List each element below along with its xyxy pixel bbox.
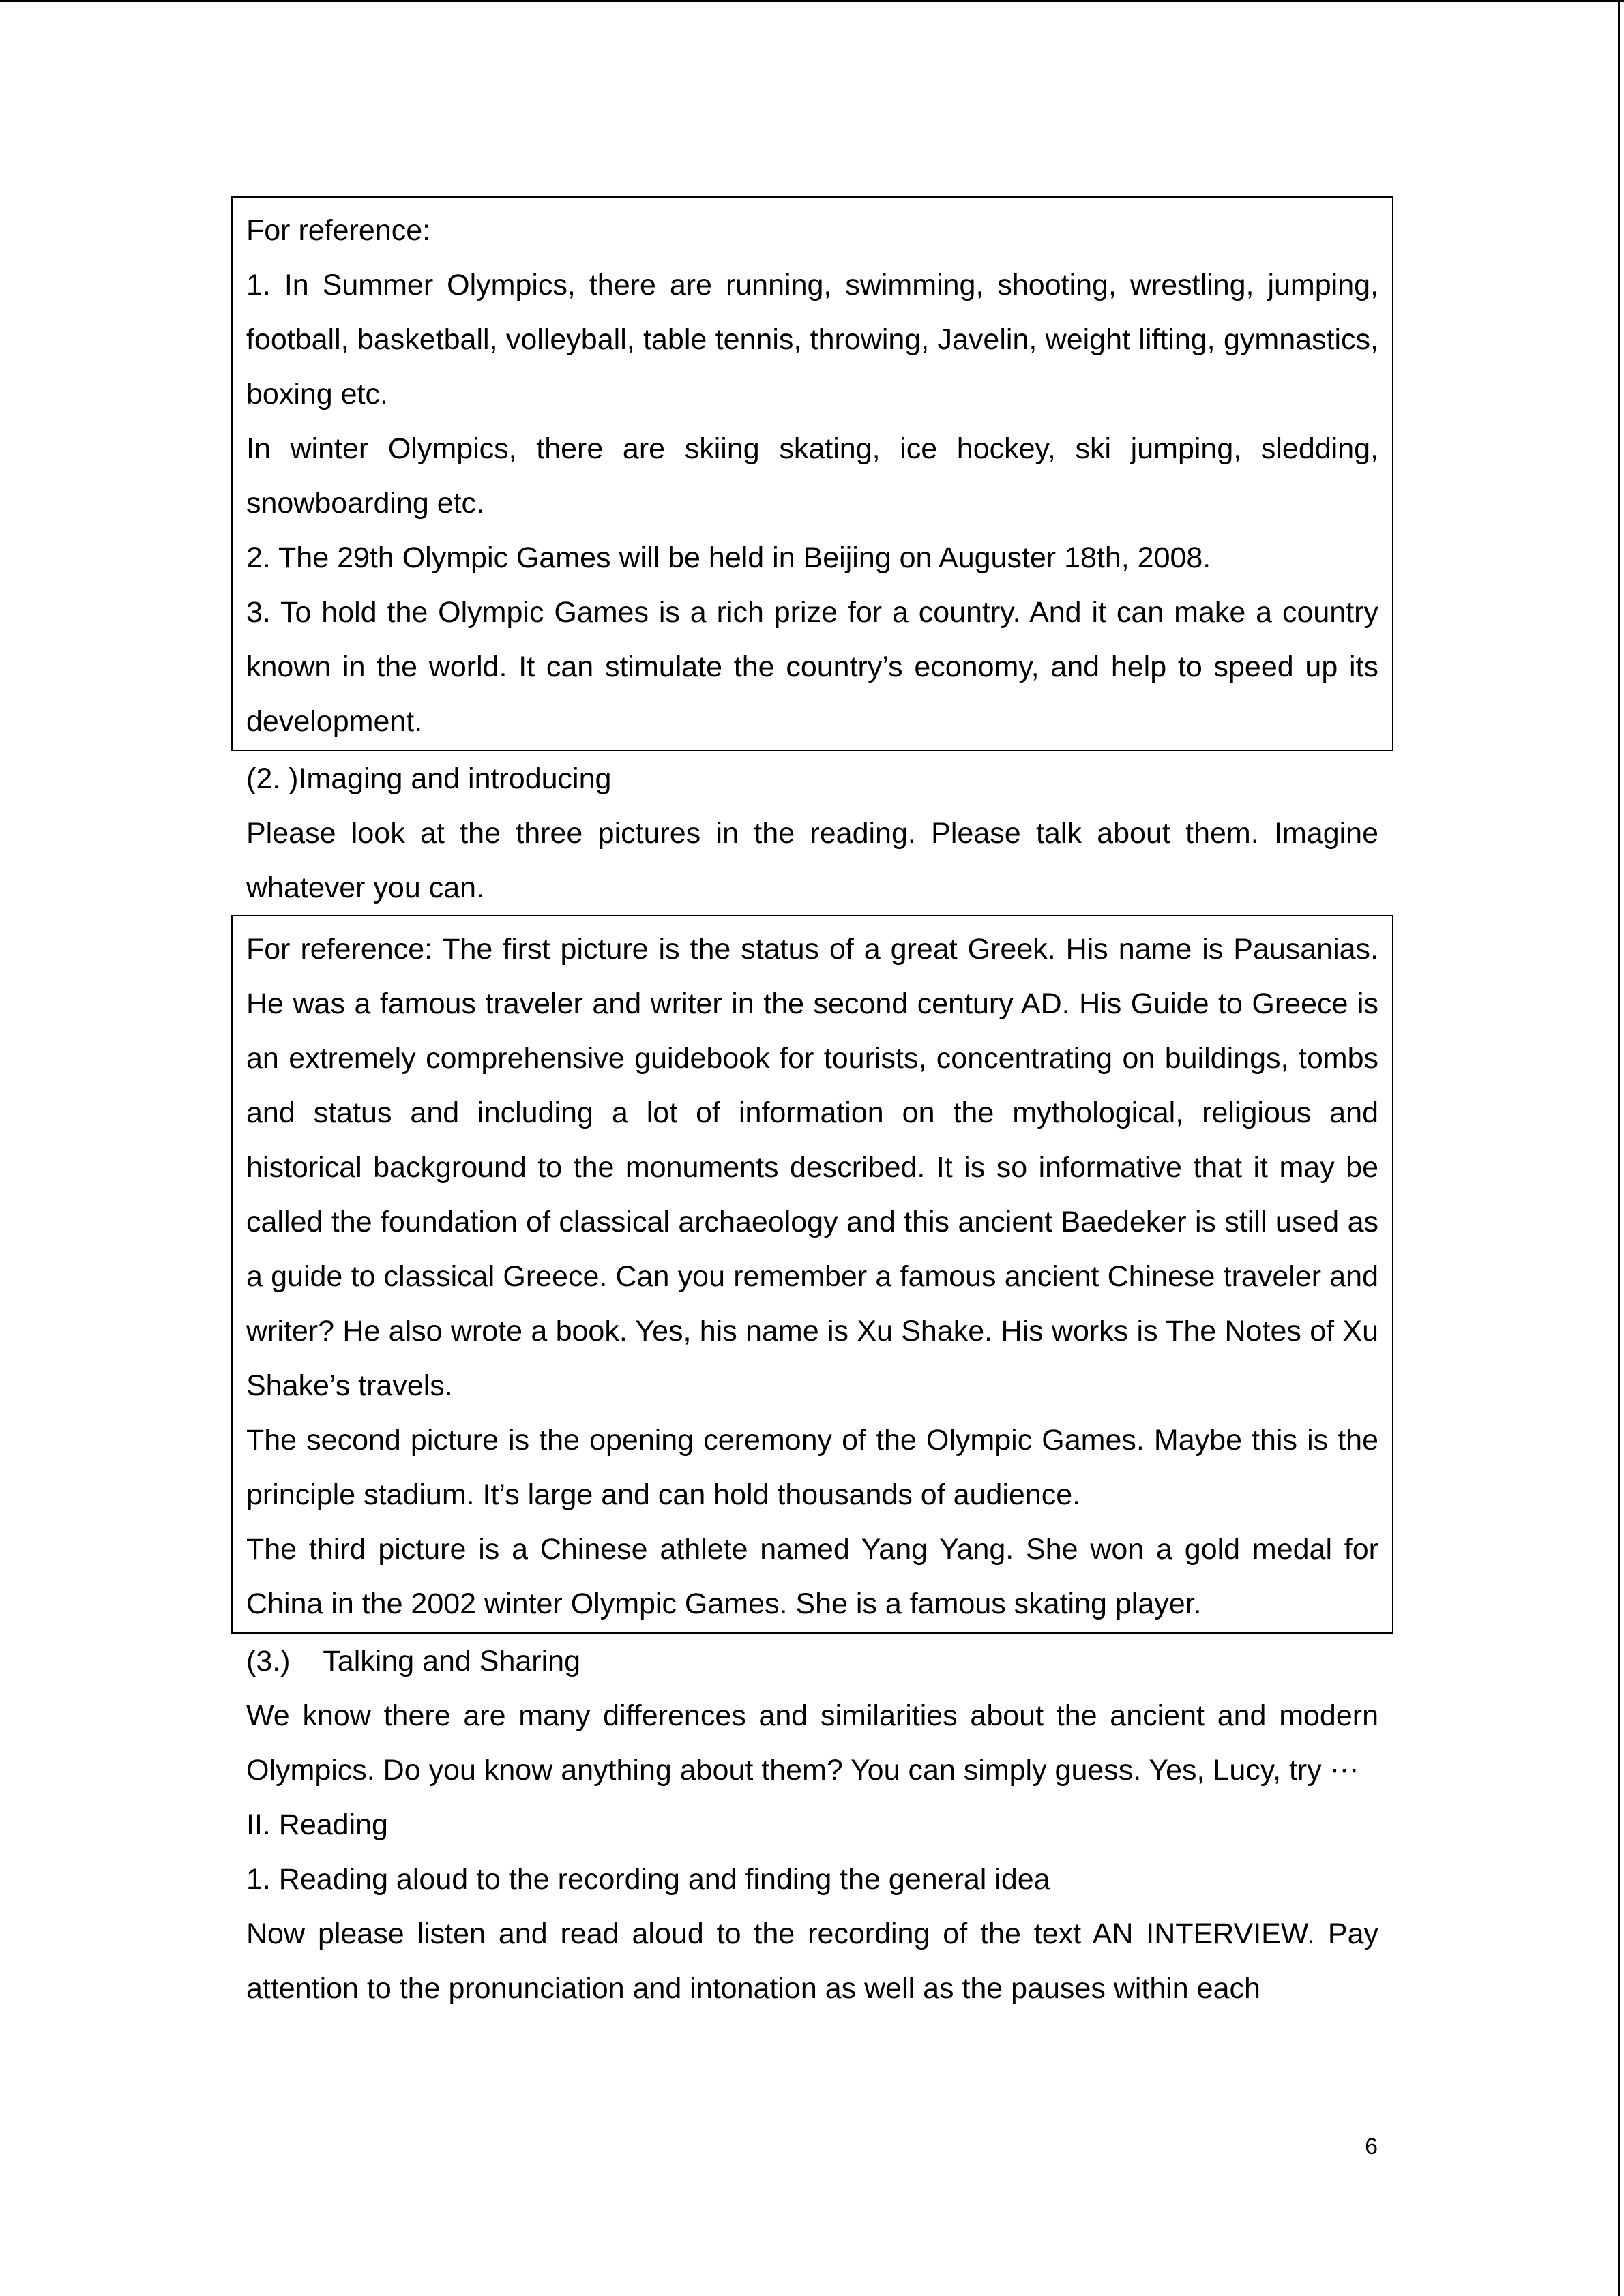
section-3-text: We know there are many differences and similarities about the ancient and modern Olympics. Do you know anything about them? You can simply guess. Yes, Lucy, try ⋯ xyxy=(246,1699,1378,1787)
section-talking-sharing xyxy=(231,1634,1393,2016)
second-picture-paragraph: The second picture is the opening ceremony of the Olympic Games. Maybe this is the principle stadium. It’s large and can hold thousands of audience. xyxy=(246,1424,1378,1511)
reading-instruction: Now please listen and read aloud to the recording of the text AN INTERVIEW. Pay attention to the pronunciation and intonation as well as the pauses within each xyxy=(246,1918,1378,2005)
reading-subheading: 1. Reading aloud to the recording and finding the general idea xyxy=(246,1863,1050,1896)
winter-olympics-paragraph: In winter Olympics, there are skiing skating, ice hockey, ski jumping, sledding, snowboarding etc. xyxy=(246,432,1378,520)
section-3-number: (3.) xyxy=(246,1645,291,1678)
reference-box-olympic-sports xyxy=(231,196,1393,751)
document-body xyxy=(231,196,1393,2016)
page-number: 6 xyxy=(1365,2134,1378,2160)
first-picture-paragraph: For reference: The first picture is the status of a great Greek. His name is Pausanias. He was a famous traveler and writer in the second century AD. His Guide to Greece is an extremely comprehensive guidebook for tourists, concentrating on buildings, tombs and status and including a lot of information on the mythological, religious and historical background to the monuments described. It is so informative that it may be called the foundation of classical archaeology and this ancient Baedeker is still used as a guide to classical Greece. Can you remember a famous ancient Chinese traveler and writer? He also wrote a book. Yes, his name is Xu Shake. His works is The Notes of Xu Shake’s travels. xyxy=(246,933,1378,1402)
reference-heading: For reference: xyxy=(246,214,431,247)
section-3-title-text: Talking and Sharing xyxy=(323,1645,580,1678)
section-2-instruction: Please look at the three pictures in the reading. Please talk about them. Imagine whatever you can. xyxy=(246,817,1378,904)
beijing-games-paragraph: 2. The 29th Olympic Games will be held in Beijing on Auguster 18th, 2008. xyxy=(246,541,1211,574)
summer-olympics-paragraph: 1. In Summer Olympics, there are running, swimming, shooting, wrestling, jumping, football, basketball, volleyball, table tennis, throwing, Javelin, weight lifting, gymnastics, boxing etc. xyxy=(246,269,1378,411)
reference-box-pictures xyxy=(231,915,1393,1634)
section-3-title xyxy=(246,1634,1378,1688)
third-picture-paragraph: The third picture is a Chinese athlete named Yang Yang. She won a gold medal for China in the 2002 winter Olympic Games. She is a famous skating player. xyxy=(246,1533,1378,1620)
page-right-border xyxy=(1618,0,1620,2296)
section-imaging-introducing xyxy=(231,751,1393,915)
reading-heading: II. Reading xyxy=(246,1808,388,1841)
page-top-border xyxy=(0,0,1624,2)
hosting-benefits-paragraph: 3. To hold the Olympic Games is a rich prize for a country. And it can make a country known in the world. It can stimulate the country’s economy, and help to speed up its development. xyxy=(246,596,1378,738)
section-2-title: (2. )Imaging and introducing xyxy=(246,762,612,795)
